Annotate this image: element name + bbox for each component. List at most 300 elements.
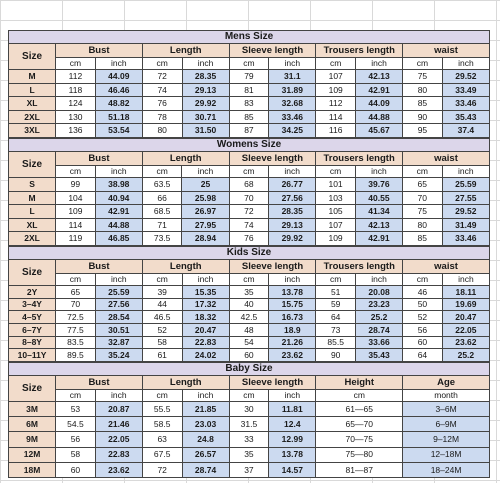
cm-cell: 52 — [142, 324, 182, 337]
unit-inch: inch — [355, 166, 402, 178]
size-label: 2Y — [9, 286, 56, 299]
unit-inch: inch — [356, 58, 403, 70]
table-row — [9, 324, 490, 337]
size-label: 3–4Y — [9, 298, 56, 311]
inch-cell: 31.1 — [269, 70, 316, 84]
column-group-length: Length — [142, 44, 229, 58]
cm-cell: 80 — [403, 83, 443, 97]
table-row — [9, 447, 490, 462]
cm-cell: 89.5 — [56, 349, 96, 362]
unit-cm: cm — [402, 166, 442, 178]
cm-cell: 55.5 — [142, 402, 182, 417]
column-group-trousers-length: Trousers length — [316, 44, 403, 58]
cm-cell: 66 — [142, 191, 182, 205]
cm-cell: 76 — [229, 232, 269, 246]
table-title: Kids Size — [9, 247, 490, 260]
size-label: 3M — [9, 402, 56, 417]
cm-cell: 72 — [229, 205, 269, 219]
column-group-sleeve-length: Sleeve length — [229, 44, 316, 58]
inch-cell: 39.76 — [355, 178, 402, 192]
cm-cell: 90 — [403, 110, 443, 124]
inch-cell: 24.8 — [182, 432, 229, 447]
inch-cell: 44.09 — [95, 70, 142, 84]
unit-cm: cm — [316, 390, 403, 402]
table-row — [9, 83, 490, 97]
table-row — [9, 432, 490, 447]
table-row — [9, 349, 490, 362]
cm-cell: 65 — [402, 178, 442, 192]
column-group-trousers-length: Trousers length — [316, 260, 403, 274]
size-label: 2XL — [9, 110, 56, 124]
cm-cell: 65 — [56, 286, 96, 299]
inch-cell: 33.66 — [356, 336, 403, 349]
inch-cell: 46.46 — [95, 83, 142, 97]
inch-cell: 24.02 — [182, 349, 229, 362]
column-group-waist: waist — [403, 44, 490, 58]
unit-cm: cm — [56, 58, 96, 70]
cm-cell: 116 — [316, 124, 356, 138]
unit-cm: cm — [56, 390, 96, 402]
unit-cm: cm — [56, 274, 96, 286]
column-group-sleeve-length: Sleeve length — [229, 376, 316, 390]
cm-cell: 109 — [316, 83, 356, 97]
cm-cell: 80 — [142, 124, 182, 138]
inch-cell: 29.13 — [182, 83, 229, 97]
cm-cell: 50 — [403, 298, 443, 311]
inch-cell: 27.55 — [442, 191, 489, 205]
inch-cell: 25.2 — [442, 349, 489, 362]
table-row — [9, 191, 490, 205]
column-group-bust: Bust — [56, 260, 143, 274]
age-cell: 18–24M — [403, 462, 490, 477]
cm-cell: 37 — [229, 462, 269, 477]
table-row — [9, 110, 490, 124]
inch-cell: 15.75 — [269, 298, 316, 311]
unit-cm: cm — [403, 58, 443, 70]
size-label: 4–5Y — [9, 311, 56, 324]
cm-cell: 80 — [402, 218, 442, 232]
size-label: S — [9, 178, 56, 192]
cm-cell: 87 — [229, 124, 269, 138]
unit-cm: cm — [229, 274, 269, 286]
unit-inch: inch — [269, 390, 316, 402]
inch-cell: 27.95 — [182, 218, 229, 232]
unit-row — [9, 58, 490, 70]
unit-cm: cm — [142, 390, 182, 402]
size-label: 2XL — [9, 232, 56, 246]
inch-cell: 28.94 — [182, 232, 229, 246]
inch-cell: 11.81 — [269, 402, 316, 417]
inch-cell: 12.99 — [269, 432, 316, 447]
unit-row — [9, 166, 490, 178]
cm-cell: 71 — [142, 218, 182, 232]
table-title: Mens Size — [9, 31, 490, 44]
column-group-length: Length — [142, 376, 229, 390]
inch-cell: 22.05 — [442, 324, 489, 337]
unit-inch: inch — [95, 390, 142, 402]
inch-cell: 18.11 — [442, 286, 489, 299]
inch-cell: 20.47 — [182, 324, 229, 337]
title-row — [9, 31, 490, 44]
size-label: 3XL — [9, 124, 56, 138]
inch-cell: 44.09 — [356, 97, 403, 111]
cm-cell: 44 — [142, 298, 182, 311]
inch-cell: 22.83 — [95, 447, 142, 462]
cm-cell: 105 — [316, 205, 356, 219]
kids-size-table — [8, 246, 490, 362]
cm-cell: 39 — [142, 286, 182, 299]
cm-cell: 73 — [316, 324, 356, 337]
unit-inch: inch — [269, 166, 316, 178]
inch-cell: 35.43 — [442, 110, 489, 124]
size-header: Size — [9, 152, 56, 178]
inch-cell: 51.18 — [95, 110, 142, 124]
cm-cell: 83 — [229, 97, 269, 111]
column-group-bust: Bust — [56, 44, 143, 58]
cm-cell: 118 — [56, 83, 96, 97]
inch-cell: 15.35 — [182, 286, 229, 299]
cm-cell: 83.5 — [56, 336, 96, 349]
inch-cell: 32.87 — [95, 336, 142, 349]
cm-cell: 70 — [229, 191, 269, 205]
column-group-sleeve-length: Sleeve length — [229, 260, 316, 274]
cm-cell: 70 — [402, 191, 442, 205]
inch-cell: 30.71 — [182, 110, 229, 124]
height-cell: 65—70 — [316, 417, 403, 432]
size-label: M — [9, 191, 56, 205]
inch-cell: 13.78 — [269, 447, 316, 462]
cm-cell: 54.5 — [56, 417, 96, 432]
inch-cell: 45.67 — [356, 124, 403, 138]
baby-size-table — [8, 362, 490, 478]
inch-cell: 42.13 — [355, 218, 402, 232]
inch-cell: 23.03 — [182, 417, 229, 432]
cm-cell: 60 — [229, 349, 269, 362]
inch-cell: 42.91 — [95, 205, 142, 219]
table-row — [9, 232, 490, 246]
inch-cell: 20.87 — [95, 402, 142, 417]
cm-cell: 63.5 — [142, 178, 182, 192]
age-cell: 6–9M — [403, 417, 490, 432]
cm-cell: 81 — [229, 83, 269, 97]
inch-cell: 29.92 — [182, 97, 229, 111]
inch-cell: 38.98 — [95, 178, 142, 192]
unit-inch: inch — [269, 274, 316, 286]
table-row — [9, 178, 490, 192]
column-group-age: Age — [403, 376, 490, 390]
cm-cell: 77.5 — [56, 324, 96, 337]
inch-cell: 26.57 — [182, 447, 229, 462]
inch-cell: 14.57 — [269, 462, 316, 477]
cm-cell: 40 — [229, 298, 269, 311]
title-row — [9, 247, 490, 260]
column-group-length: Length — [142, 260, 229, 274]
cm-cell: 70 — [56, 298, 96, 311]
cm-cell: 103 — [316, 191, 356, 205]
cm-cell: 64 — [403, 349, 443, 362]
cm-cell: 67.5 — [142, 447, 182, 462]
column-group-bust: Bust — [56, 152, 143, 166]
cm-cell: 107 — [316, 218, 356, 232]
unit-inch: inch — [95, 274, 142, 286]
unit-inch: inch — [269, 58, 316, 70]
size-label: 6–7Y — [9, 324, 56, 337]
title-row — [9, 139, 490, 152]
inch-cell: 20.08 — [356, 286, 403, 299]
inch-cell: 32.68 — [269, 97, 316, 111]
unit-inch: inch — [95, 58, 142, 70]
inch-cell: 29.52 — [442, 70, 489, 84]
unit-cm: cm — [403, 274, 443, 286]
age-cell: 12–18M — [403, 447, 490, 462]
mens-size-table — [8, 30, 490, 138]
inch-cell: 19.69 — [442, 298, 489, 311]
inch-cell: 34.25 — [269, 124, 316, 138]
inch-cell: 42.91 — [355, 232, 402, 246]
cm-cell: 85 — [229, 110, 269, 124]
unit-inch: inch — [442, 166, 489, 178]
group-header-row — [9, 376, 490, 390]
inch-cell: 25.59 — [95, 286, 142, 299]
inch-cell: 25 — [182, 178, 229, 192]
size-label: 12M — [9, 447, 56, 462]
inch-cell: 27.56 — [95, 298, 142, 311]
cm-cell: 31.5 — [229, 417, 269, 432]
size-label: XL — [9, 218, 56, 232]
cm-cell: 33 — [229, 432, 269, 447]
cm-cell: 46 — [403, 286, 443, 299]
unit-row — [9, 390, 490, 402]
size-label: L — [9, 205, 56, 219]
cm-cell: 119 — [56, 232, 96, 246]
cm-cell: 35 — [229, 286, 269, 299]
table-row — [9, 417, 490, 432]
table-row — [9, 311, 490, 324]
cm-cell: 48 — [229, 324, 269, 337]
cm-cell: 59 — [316, 298, 356, 311]
table-row — [9, 286, 490, 299]
size-label: 10–11Y — [9, 349, 56, 362]
inch-cell: 17.32 — [182, 298, 229, 311]
size-label: 18M — [9, 462, 56, 477]
inch-cell: 33.49 — [442, 83, 489, 97]
inch-cell: 29.52 — [442, 205, 489, 219]
title-row — [9, 363, 490, 376]
cm-cell: 136 — [56, 124, 96, 138]
unit-cm: cm — [142, 274, 182, 286]
cm-cell: 73.5 — [142, 232, 182, 246]
cm-cell: 30 — [229, 402, 269, 417]
size-label: 8–8Y — [9, 336, 56, 349]
inch-cell: 37.4 — [442, 124, 489, 138]
cm-cell: 75 — [402, 205, 442, 219]
cm-cell: 58.5 — [142, 417, 182, 432]
cm-cell: 56 — [403, 324, 443, 337]
cm-cell: 72.5 — [56, 311, 96, 324]
cm-cell: 58 — [56, 447, 96, 462]
inch-cell: 42.13 — [356, 70, 403, 84]
inch-cell: 18.32 — [182, 311, 229, 324]
cm-cell: 109 — [56, 205, 96, 219]
inch-cell: 27.56 — [269, 191, 316, 205]
group-header-row — [9, 152, 490, 166]
inch-cell: 28.74 — [182, 462, 229, 477]
inch-cell: 21.46 — [95, 417, 142, 432]
unit-cm: cm — [229, 166, 269, 178]
column-group-waist: waist — [402, 152, 489, 166]
cm-cell: 78 — [142, 110, 182, 124]
inch-cell: 18.9 — [269, 324, 316, 337]
inch-cell: 28.74 — [356, 324, 403, 337]
table-title: Baby Size — [9, 363, 490, 376]
inch-cell: 29.13 — [269, 218, 316, 232]
inch-cell: 26.97 — [182, 205, 229, 219]
cm-cell: 109 — [316, 232, 356, 246]
unit-cm: cm — [316, 274, 356, 286]
unit-inch: inch — [182, 58, 229, 70]
cm-cell: 74 — [229, 218, 269, 232]
table-row — [9, 70, 490, 84]
inch-cell: 33.46 — [442, 232, 489, 246]
cm-cell: 114 — [316, 110, 356, 124]
cm-cell: 56 — [56, 432, 96, 447]
inch-cell: 53.54 — [95, 124, 142, 138]
cm-cell: 124 — [56, 97, 96, 111]
inch-cell: 20.47 — [442, 311, 489, 324]
cm-cell: 72 — [142, 70, 182, 84]
inch-cell: 23.62 — [442, 336, 489, 349]
cm-cell: 104 — [56, 191, 96, 205]
unit-cm: cm — [142, 58, 182, 70]
inch-cell: 42.91 — [356, 83, 403, 97]
unit-cm: cm — [316, 166, 356, 178]
size-label: L — [9, 83, 56, 97]
inch-cell: 33.46 — [269, 110, 316, 124]
inch-cell: 26.77 — [269, 178, 316, 192]
inch-cell: 41.34 — [355, 205, 402, 219]
inch-cell: 22.05 — [95, 432, 142, 447]
unit-cm: cm — [229, 390, 269, 402]
inch-cell: 30.51 — [95, 324, 142, 337]
cm-cell: 72 — [142, 462, 182, 477]
height-cell: 70—75 — [316, 432, 403, 447]
unit-inch: inch — [182, 390, 229, 402]
cm-cell: 60 — [403, 336, 443, 349]
cm-cell: 42.5 — [229, 311, 269, 324]
table-row — [9, 205, 490, 219]
height-cell: 81—87 — [316, 462, 403, 477]
unit-inch: inch — [182, 166, 229, 178]
unit-inch: inch — [442, 58, 489, 70]
cm-cell: 85 — [402, 232, 442, 246]
unit-cm: cm — [229, 58, 269, 70]
womens-size-table — [8, 138, 490, 246]
inch-cell: 31.89 — [269, 83, 316, 97]
inch-cell: 35.24 — [95, 349, 142, 362]
inch-cell: 40.94 — [95, 191, 142, 205]
size-label: XL — [9, 97, 56, 111]
table-row — [9, 298, 490, 311]
table-row — [9, 124, 490, 138]
cm-cell: 112 — [316, 97, 356, 111]
inch-cell: 28.35 — [269, 205, 316, 219]
inch-cell: 23.62 — [95, 462, 142, 477]
cm-cell: 68 — [229, 178, 269, 192]
inch-cell: 46.85 — [95, 232, 142, 246]
table-row — [9, 462, 490, 477]
inch-cell: 28.54 — [95, 311, 142, 324]
cm-cell: 60 — [56, 462, 96, 477]
inch-cell: 48.82 — [95, 97, 142, 111]
size-header: Size — [9, 260, 56, 286]
age-cell: 3–6M — [403, 402, 490, 417]
cm-cell: 35 — [229, 447, 269, 462]
cm-cell: 64 — [316, 311, 356, 324]
inch-cell: 25.98 — [182, 191, 229, 205]
inch-cell: 31.49 — [442, 218, 489, 232]
table-row — [9, 97, 490, 111]
cm-cell: 54 — [229, 336, 269, 349]
cm-cell: 85.5 — [316, 336, 356, 349]
inch-cell: 23.23 — [356, 298, 403, 311]
cm-cell: 107 — [316, 70, 356, 84]
table-row — [9, 218, 490, 232]
cm-cell: 85 — [403, 97, 443, 111]
inch-cell: 44.88 — [95, 218, 142, 232]
inch-cell: 31.50 — [182, 124, 229, 138]
unit-cm: cm — [316, 58, 356, 70]
cm-cell: 74 — [142, 83, 182, 97]
group-header-row — [9, 44, 490, 58]
unit-cm: cm — [142, 166, 182, 178]
cm-cell: 99 — [56, 178, 96, 192]
cm-cell: 52 — [403, 311, 443, 324]
inch-cell: 25.59 — [442, 178, 489, 192]
inch-cell: 44.88 — [356, 110, 403, 124]
unit-inch: inch — [95, 166, 142, 178]
size-label: 6M — [9, 417, 56, 432]
cm-cell: 46.5 — [142, 311, 182, 324]
inch-cell: 33.46 — [442, 97, 489, 111]
inch-cell: 25.2 — [356, 311, 403, 324]
unit-inch: inch — [442, 274, 489, 286]
height-cell: 75—80 — [316, 447, 403, 462]
inch-cell: 21.85 — [182, 402, 229, 417]
inch-cell: 28.35 — [182, 70, 229, 84]
cm-cell: 101 — [316, 178, 356, 192]
cm-cell: 95 — [403, 124, 443, 138]
cm-cell: 51 — [316, 286, 356, 299]
cm-cell: 61 — [142, 349, 182, 362]
inch-cell: 35.43 — [356, 349, 403, 362]
cm-cell: 63 — [142, 432, 182, 447]
inch-cell: 13.78 — [269, 286, 316, 299]
column-group-height: Height — [316, 376, 403, 390]
cm-cell: 75 — [403, 70, 443, 84]
cm-cell: 58 — [142, 336, 182, 349]
cm-cell: 68.5 — [142, 205, 182, 219]
group-header-row — [9, 260, 490, 274]
cm-cell: 90 — [316, 349, 356, 362]
unit-cm: cm — [56, 166, 96, 178]
cm-cell: 112 — [56, 70, 96, 84]
column-group-length: Length — [142, 152, 229, 166]
inch-cell: 16.73 — [269, 311, 316, 324]
size-header: Size — [9, 376, 56, 402]
inch-cell: 21.26 — [269, 336, 316, 349]
inch-cell: 23.62 — [269, 349, 316, 362]
cm-cell: 79 — [229, 70, 269, 84]
